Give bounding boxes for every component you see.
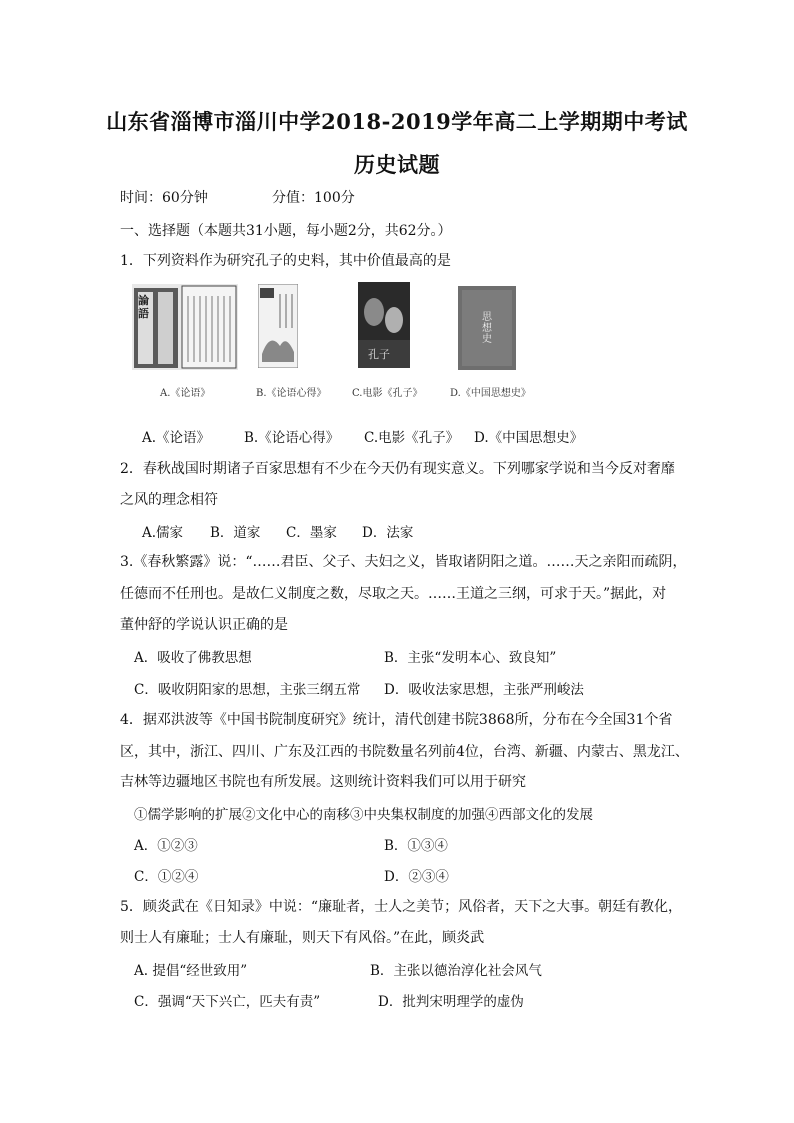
q1-option-d: D.《中国思想史》 [474,430,584,446]
q4-option-a: A．①②③ [134,838,198,854]
q5-option-a: A. 提倡“经世致用” [134,963,248,979]
caption-a: A.《论语》 [160,388,211,399]
q4-option-c: C．①②④ [134,869,199,885]
caption-c: C.电影《孔子》 [352,388,423,399]
q2-option-c: C．墨家 [286,525,337,541]
caption-b: B.《论语心得》 [256,388,327,399]
caption-d: D.《中国思想史》 [450,388,531,399]
q5-option-b: B．主张以德治淳化社会风气 [370,963,542,979]
section-heading: 一、选择题（本题共31小题，每小题2分，共62分。） [120,223,452,239]
q1-figure-b [258,284,298,368]
q1-figure-a [132,284,238,370]
q3-stem-line-1: 3.《春秋繁露》说：“……君臣、父子、夫妇之义，皆取诸阴阳之道。……天之亲阳而疏阴， [120,554,687,570]
q3-stem-line-3: 董仲舒的学说认识正确的是 [120,617,288,633]
q2-option-b: B．道家 [210,525,261,541]
q4-stem-line-1: 4．据邓洪波等《中国书院制度研究》统计，清代创建书院3868所，分布在今全国31个省 [120,712,673,728]
q1-option-c: C.电影《孔子》 [364,430,460,446]
lunyu-cover-text: 論語 [138,294,149,320]
q3-stem-line-2: 任德而不任刑也。是故仁义制度之数，尽取之天。……王道之三纲，可求于天。”据此，对 [120,586,667,602]
q3-option-d: D．吸收法家思想，主张严刑峻法 [384,682,584,698]
q1-option-a: A.《论语》 [142,430,211,446]
q2-stem-line-2: 之风的理念相符 [120,492,218,508]
q3-option-c: C．吸收阴阳家的思想，主张三纲五常 [134,682,361,698]
q1-option-b: B.《论语心得》 [244,430,340,446]
q4-option-d: D．②③④ [384,869,449,885]
q5-stem-line-2: 则士人有廉耻；士人有廉耻，则天下有风俗。”在此，顾炎武 [120,930,485,946]
lunyu-xinde-book-image [258,284,298,368]
q2-option-d: D．法家 [362,525,414,541]
sixiangshi-cover-text: 思想史 [482,312,492,345]
movie-poster-title: 孔子 [368,348,390,361]
q5-option-c: C．强调“天下兴亡，匹夫有责” [134,994,321,1010]
score-info: 分值：100分 [272,190,355,206]
q5-option-d: D．批判宋明理学的虚伪 [378,994,524,1010]
q2-option-a: A.儒家 [142,525,184,541]
exam-subtitle: 历史试题 [354,152,440,177]
q2-stem-line-1: 2．春秋战国时期诸子百家思想有不少在今天仍有现实意义。下列哪家学说和当今反对奢靡 [120,461,675,477]
q3-option-a: A．吸收了佛教思想 [134,650,252,666]
q1-figures [128,282,548,402]
q5-stem-line-1: 5．顾炎武在《日知录》中说：“廉耻者，士人之美节；风俗者，天下之大事。朝廷有教化， [120,899,683,915]
time-info: 时间：60分钟 [120,190,208,206]
q4-stem-line-3: 吉林等边疆地区书院也有所发展。这则统计资料我们可以用于研究 [120,774,526,790]
q4-option-b: B．①③④ [384,838,448,854]
q4-items: ①儒学影响的扩展②文化中心的南移③中央集权制度的加强④西部文化的发展 [134,807,593,823]
q1-figure-d [458,286,516,370]
q1-figure-c [358,282,410,368]
q4-stem-line-2: 区，其中，浙江、四川、广东及江西的书院数量名列前4位，台湾、新疆、内蒙古、黑龙江、 [120,744,689,760]
q3-option-b: B．主张“发明本心、致良知” [384,650,557,666]
q1-stem: 1．下列资料作为研究孔子的史料，其中价值最高的是 [120,253,451,269]
exam-title: 山东省淄博市淄川中学2018-2019学年高二上学期期中考试 [106,109,688,134]
